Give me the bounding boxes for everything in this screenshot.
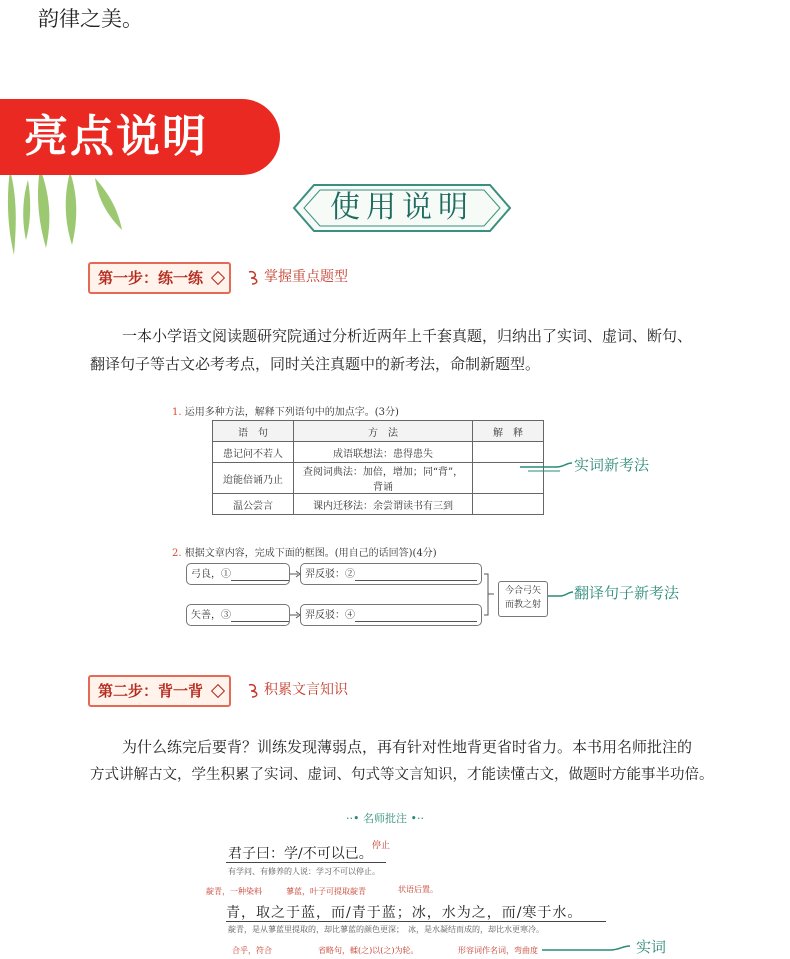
sample-line2: 青，取之于蓝，而/青于蓝；冰，水为之，而/寒于水。 bbox=[226, 905, 583, 921]
step2-tag bbox=[88, 675, 231, 707]
notes-title bbox=[346, 810, 424, 826]
step2-paragraph-line1: 为什么练完后要背？训练发现薄弱点，再有针对性地背更省时省力。本书用名师批注的 bbox=[122, 738, 693, 756]
step1-paragraph bbox=[90, 322, 780, 378]
table-header-cell: 语 句 bbox=[213, 421, 294, 442]
flow-arrows-icon bbox=[288, 560, 498, 632]
callout-line-icon bbox=[546, 584, 574, 604]
flow-box-b1-text: 矢善，③ bbox=[191, 610, 231, 621]
step2-subtitle: 积累文言知识 bbox=[264, 682, 348, 698]
dots-icon: •·· bbox=[406, 812, 424, 825]
callout-label-translation: 翻译句子新考法 bbox=[574, 584, 680, 602]
step1-subtitle: 掌握重点题型 bbox=[264, 269, 348, 285]
diamond-icon bbox=[211, 271, 225, 285]
step2-tag-label: 第二步：背一背 bbox=[98, 682, 204, 700]
usage-title-plaque bbox=[290, 181, 514, 235]
blank-line bbox=[231, 568, 289, 581]
swirl-icon bbox=[246, 681, 262, 699]
table-cell: 温公尝言 bbox=[213, 494, 294, 515]
highlights-banner: 亮点说明 bbox=[0, 99, 280, 175]
table-row bbox=[213, 494, 544, 515]
underline-divider bbox=[226, 921, 606, 922]
step2-header bbox=[88, 675, 388, 705]
table-header-cell: 解 释 bbox=[473, 421, 544, 442]
step1-paragraph-line2: 翻译句子等古文必考考点，同时关注真题中的新考法，命制新题型。 bbox=[90, 355, 541, 373]
sample-line1: 君子曰：学/不可以已。 bbox=[228, 846, 373, 862]
underline-divider bbox=[226, 862, 386, 863]
table-cell bbox=[473, 494, 544, 515]
table-header-cell: 方 法 bbox=[294, 421, 473, 442]
blank-line bbox=[231, 609, 289, 622]
flow-box-a1 bbox=[186, 563, 290, 585]
table-cell: 查阅词典法：加倍，增加；同“背”，背诵 bbox=[294, 463, 473, 494]
question1-stem bbox=[172, 403, 399, 418]
question2-number: 2. bbox=[172, 548, 182, 559]
table-cell: 成语联想法：患得患失 bbox=[294, 442, 473, 463]
step2-paragraph-line2: 方式讲解古文，学生积累了实词、虚词、句式等文言知识，才能读懂古文，做题时方能事半功倍。 bbox=[90, 767, 714, 783]
step2-paragraph bbox=[90, 733, 790, 789]
sample-translation1: 有学问、有修养的人说：学习不可以停止。 bbox=[228, 867, 380, 876]
usage-title: 使用说明 bbox=[330, 190, 474, 225]
dots-icon: ··• bbox=[346, 812, 363, 825]
table-cell: 课内迁移法：余尝谓读书有三到 bbox=[294, 494, 473, 515]
step1-tag bbox=[88, 262, 231, 294]
table-cell: 迨能倍诵乃止 bbox=[213, 463, 294, 494]
annotation-stop: 停止 bbox=[372, 841, 391, 851]
step1-header bbox=[88, 262, 388, 292]
annotation-ellipsis: 省略句，輮(之)以(之)为轮。 bbox=[318, 946, 419, 955]
swirl-icon bbox=[246, 268, 262, 286]
flow-box-b2-text: 羿反驳：④ bbox=[305, 610, 355, 621]
question2-text: 根据文章内容，完成下面的框图。(用自己的话回答)(4分) bbox=[184, 548, 437, 559]
annotation-adjective: 形容词作名词，弯曲度 bbox=[458, 946, 538, 955]
step1-tag-label: 第一步：练一练 bbox=[98, 269, 204, 287]
flow-result-box bbox=[498, 581, 548, 617]
question1-text: 运用多种方法，解释下列语句中的加点字。(3分) bbox=[184, 407, 399, 418]
step1-paragraph-line1: 一本小学语文阅读题研究院通过分析近两年上千套真题，归纳出了实词、虚词、断句、 bbox=[122, 327, 693, 345]
callout-line-icon bbox=[540, 940, 632, 958]
flow-box-a1-text: 弓良，① bbox=[191, 569, 231, 580]
question1-table bbox=[212, 420, 544, 515]
table-row bbox=[213, 463, 544, 494]
annotation-conform: 合乎，符合 bbox=[232, 946, 272, 955]
flow-box-b1 bbox=[186, 604, 290, 626]
callout-label-shici: 实词新考法 bbox=[574, 456, 650, 474]
diamond-icon bbox=[211, 684, 225, 698]
flow-result-line1: 今合弓矢 bbox=[504, 586, 541, 596]
table-cell: 患记问不若人 bbox=[213, 442, 294, 463]
sample-translation2: 靛青，是从蓼蓝里提取的，却比蓼蓝的颜色更深； 冰，是水凝结而成的，却比水更寒冷。 bbox=[228, 925, 544, 934]
intro-tail-text: 韵律之美。 bbox=[38, 7, 143, 31]
annotation-indigo: 蓼蓝，叶子可提取靛青 bbox=[286, 887, 366, 896]
annotation-dye: 靛青，一种染料 bbox=[206, 887, 262, 896]
flow-result-line2: 而教之射 bbox=[504, 600, 541, 610]
annotation-postposition: 状语后置。 bbox=[398, 885, 438, 894]
notes-title-text: 名师批注 bbox=[362, 812, 407, 825]
callout-line-icon bbox=[518, 455, 574, 475]
question2-stem bbox=[172, 544, 437, 559]
table-header-row bbox=[213, 421, 544, 442]
question1-number: 1. bbox=[172, 407, 182, 418]
table-row bbox=[213, 442, 544, 463]
callout-label-words: 实词 bbox=[636, 938, 667, 956]
flow-box-a2-text: 羿反驳：② bbox=[305, 569, 355, 580]
